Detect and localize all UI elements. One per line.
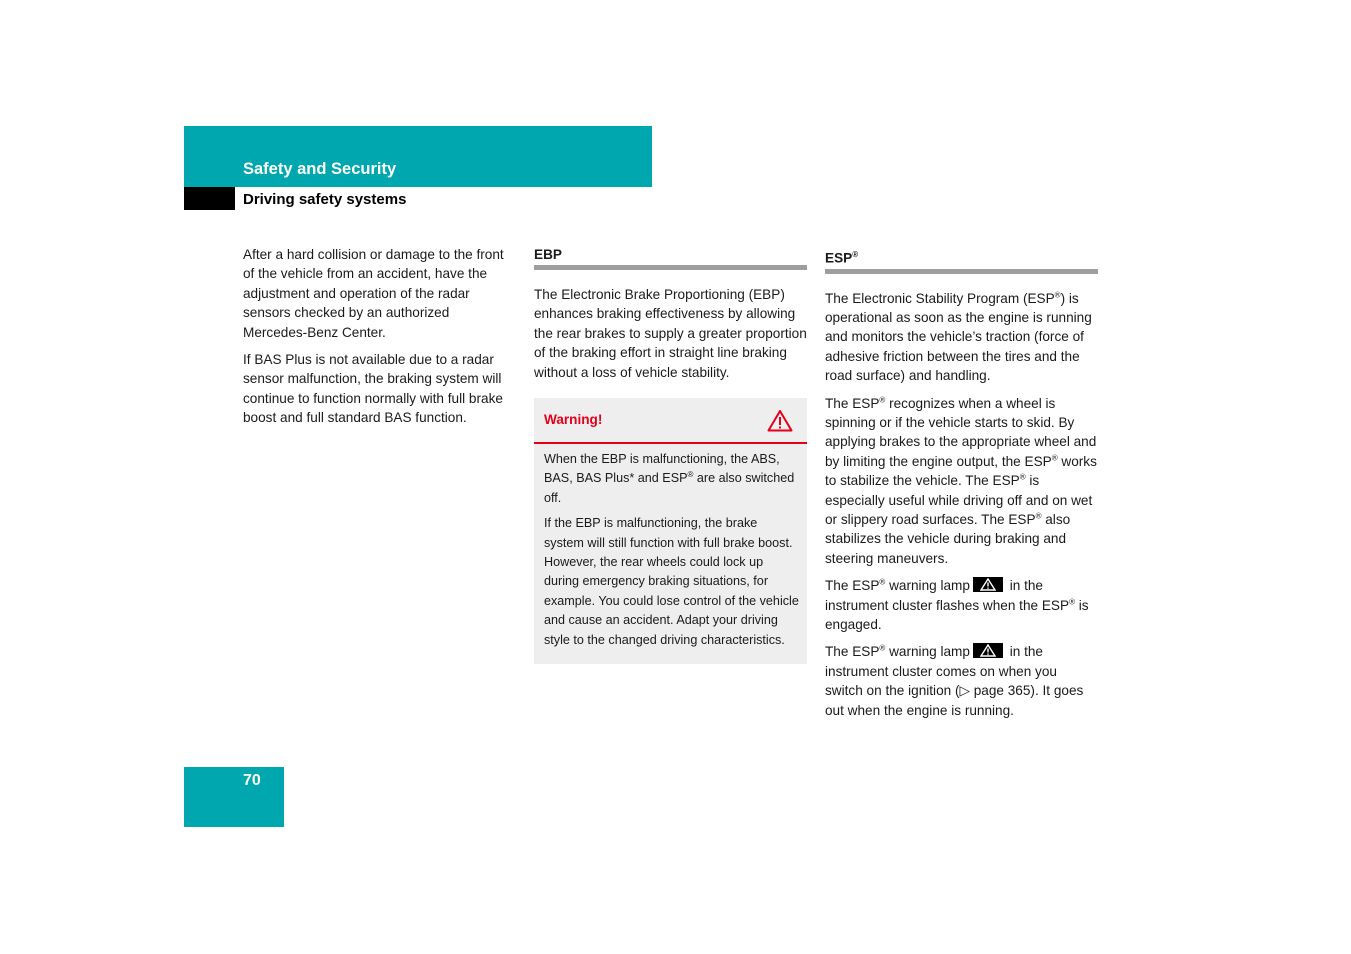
subsection-title: Driving safety systems xyxy=(243,191,407,208)
paragraph: If BAS Plus is not available due to a radar sensor malfunction, the braking system will continue to function normally with full brake boost and full standard BAS function. xyxy=(243,352,503,426)
warning-label: Warning! xyxy=(544,412,603,428)
paragraph: The ESP® warning lamp in the instrument cluster flashes when the ESP® is engaged. xyxy=(825,577,1089,633)
section-title: Safety and Security xyxy=(243,160,397,178)
warning-body xyxy=(534,444,807,650)
warning-header xyxy=(534,398,807,444)
heading-rule xyxy=(825,269,1098,274)
column-ebp xyxy=(534,245,807,664)
warning-paragraph: If the EBP is malfunctioning, the brake system will still function with full brake boost. However, the rear wheels could lock up during emergency braking situations, for example. You could lose control of the vehicle and cause an accident. Adapt your driving style to the changed driving characteristics. xyxy=(544,516,799,647)
heading-rule xyxy=(534,265,807,270)
paragraph: The ESP® warning lamp in the instrument cluster comes on when you switch on the ignition (▷ page 365). It goes out when the engine is running. xyxy=(825,643,1084,718)
paragraph: The ESP® recognizes when a wheel is spinning or if the vehicle starts to skid. By applying brakes to the appropriate wheel and by limiting the engine output, the ESP® works to stabilize the vehicle. The ESP® is especially useful while driving off and on wet or slippery road surfaces. The ESP® also stabilizes the vehicle during braking and steering maneuvers. xyxy=(825,395,1097,566)
esp-heading: ESP® xyxy=(825,250,859,266)
esp-warning-lamp-icon xyxy=(973,643,1003,658)
warning-triangle-icon xyxy=(767,409,793,432)
warning-box xyxy=(534,398,807,664)
paragraph: After a hard collision or damage to the front of the vehicle from an accident, have the adjustment and operation of the radar sensors checked by an authorized Mercedes-Benz Center. xyxy=(243,247,504,340)
paragraph: The Electronic Stability Program (ESP®) is operational as soon as the engine is running and monitors the vehicle’s traction (force of adhesive friction between the tires and the road surface) and handling. xyxy=(825,290,1092,384)
column-left xyxy=(243,245,515,436)
paragraph: The Electronic Brake Proportioning (EBP) enhances braking effectiveness by allowing the rear brakes to supply a greater proportion of the braking effort in straight line braking without a loss of vehicle stability. xyxy=(534,287,807,380)
warning-paragraph: When the EBP is malfunctioning, the ABS, BAS, BAS Plus* and ESP® are also switched off. xyxy=(544,452,795,505)
ebp-heading: EBP xyxy=(534,247,562,262)
section-tab-marker xyxy=(184,187,235,210)
page-number-box xyxy=(184,767,284,827)
column-esp xyxy=(825,245,1098,728)
page-number: 70 xyxy=(243,772,261,789)
esp-warning-lamp-icon xyxy=(973,577,1003,592)
